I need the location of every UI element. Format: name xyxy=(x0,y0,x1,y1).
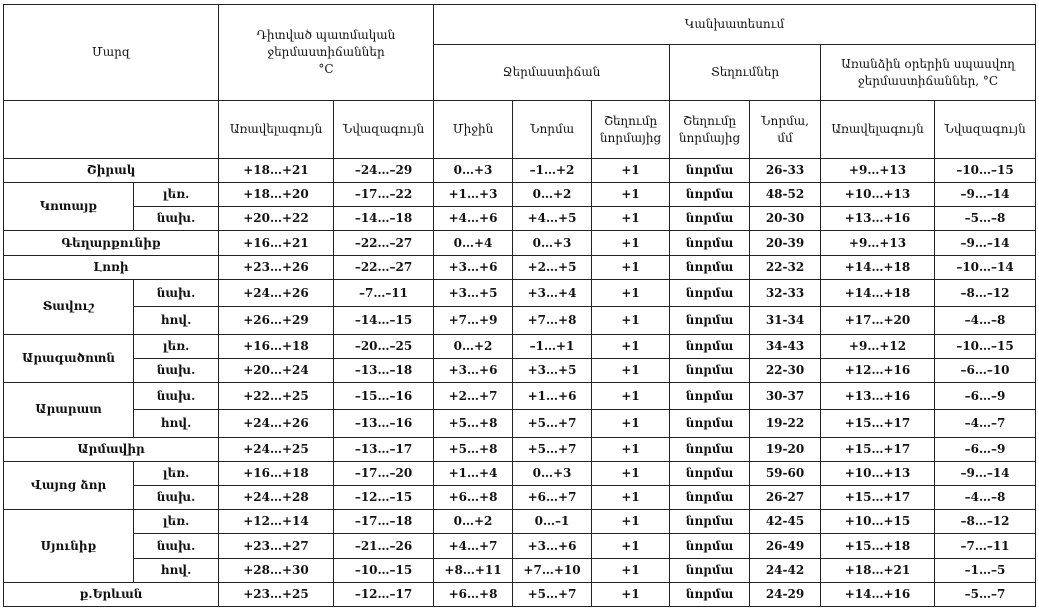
table-row xyxy=(4,510,1036,534)
col-day-min: Նվազագույն xyxy=(935,101,1036,159)
cell-obs-min: –14…–15 xyxy=(334,307,434,334)
cell-day-min: –6…–9 xyxy=(935,437,1036,461)
cell-norm: +2…+5 xyxy=(513,255,592,279)
subregion-cell: նախ. xyxy=(134,534,219,558)
cell-mean: +2…+7 xyxy=(434,382,513,409)
cell-norm: +3…+6 xyxy=(513,534,592,558)
cell-precip: նորմա xyxy=(670,231,750,255)
cell-dev: +1 xyxy=(592,582,670,606)
cell-obs-max: +24…+28 xyxy=(219,486,334,510)
table-row xyxy=(4,231,1036,255)
cell-precip: նորմա xyxy=(670,437,750,461)
cell-day-max: +10…+15 xyxy=(821,510,935,534)
subregion-cell: նախ. xyxy=(134,382,219,409)
cell-day-min: –9…–14 xyxy=(935,462,1036,486)
cell-precip: նորմա xyxy=(670,279,750,306)
cell-day-max: +13…+16 xyxy=(821,207,935,231)
cell-obs-max: +24…+25 xyxy=(219,437,334,461)
cell-day-min: –5…–8 xyxy=(935,207,1036,231)
cell-obs-max: +18…+21 xyxy=(219,159,334,183)
col-precip-dev: Շեղումը նորմայից xyxy=(670,101,750,159)
cell-precip-norm: 19-20 xyxy=(750,437,821,461)
cell-norm: +5…+7 xyxy=(513,410,592,437)
cell-precip-norm: 20-30 xyxy=(750,207,821,231)
table-row xyxy=(4,534,1036,558)
region-cell: Շիրակ xyxy=(4,159,219,183)
cell-dev: +1 xyxy=(592,231,670,255)
cell-dev: +1 xyxy=(592,207,670,231)
region-cell: Արարատ xyxy=(4,382,134,437)
cell-precip: նորմա xyxy=(670,334,750,358)
subregion-cell: լեռ. xyxy=(134,510,219,534)
cell-dev: +1 xyxy=(592,307,670,334)
cell-day-max: +14…+16 xyxy=(821,582,935,606)
cell-norm: +4…+5 xyxy=(513,207,592,231)
cell-precip-norm: 30-37 xyxy=(750,382,821,409)
cell-day-max: +12…+16 xyxy=(821,358,935,382)
subregion-cell: հով. xyxy=(134,558,219,582)
cell-dev: +1 xyxy=(592,159,670,183)
cell-precip: նորմա xyxy=(670,207,750,231)
cell-obs-max: +12…+14 xyxy=(219,510,334,534)
table-row xyxy=(4,382,1036,409)
cell-precip: նորմա xyxy=(670,410,750,437)
cell-day-min: –7…–11 xyxy=(935,534,1036,558)
cell-mean: +4…+6 xyxy=(434,207,513,231)
cell-obs-min: –22…–27 xyxy=(334,255,434,279)
cell-precip-norm: 26-27 xyxy=(750,486,821,510)
cell-precip: նորմա xyxy=(670,582,750,606)
cell-day-min: –4…–7 xyxy=(935,410,1036,437)
cell-day-min: –9…–14 xyxy=(935,183,1036,207)
subregion-cell: հով. xyxy=(134,410,219,437)
header-temperature: Ջերմաստիճան xyxy=(434,45,670,101)
cell-day-max: +14…+18 xyxy=(821,255,935,279)
cell-precip: նորմա xyxy=(670,558,750,582)
cell-norm: +6…+7 xyxy=(513,486,592,510)
cell-norm: 0…+3 xyxy=(513,462,592,486)
cell-obs-min: –13…–18 xyxy=(334,358,434,382)
cell-mean: +8…+11 xyxy=(434,558,513,582)
cell-precip-norm: 59-60 xyxy=(750,462,821,486)
region-cell: ք.Երևան xyxy=(4,582,219,606)
cell-mean: 0…+3 xyxy=(434,159,513,183)
cell-mean: +6…+8 xyxy=(434,486,513,510)
header-observed-title: Դիտված պատմական ջերմաստիճաններ xyxy=(256,28,396,59)
cell-obs-max: +28…+30 xyxy=(219,558,334,582)
cell-mean: +7…+9 xyxy=(434,307,513,334)
region-cell: Վայոց ձոր xyxy=(4,462,134,510)
table-row xyxy=(4,437,1036,461)
table-row xyxy=(4,307,1036,334)
cell-precip: նորմա xyxy=(670,382,750,409)
cell-dev: +1 xyxy=(592,183,670,207)
cell-precip-norm: 24-29 xyxy=(750,582,821,606)
cell-norm: +5…+7 xyxy=(513,582,592,606)
table-row xyxy=(4,486,1036,510)
cell-dev: +1 xyxy=(592,255,670,279)
cell-day-max: +10…+13 xyxy=(821,462,935,486)
forecast-body xyxy=(4,159,1036,607)
cell-precip: նորմա xyxy=(670,159,750,183)
table-row xyxy=(4,334,1036,358)
cell-precip: նորմա xyxy=(670,183,750,207)
cell-obs-min: –17…–22 xyxy=(334,183,434,207)
col-obs-min: Նվազագույն xyxy=(334,101,434,159)
cell-dev: +1 xyxy=(592,358,670,382)
region-cell: Սյունիք xyxy=(4,510,134,582)
subregion-cell: հով. xyxy=(134,307,219,334)
subregion-cell: նախ. xyxy=(134,486,219,510)
table-row xyxy=(4,462,1036,486)
cell-obs-max: +23…+25 xyxy=(219,582,334,606)
region-cell: Գեղարքունիք xyxy=(4,231,219,255)
cell-mean: +1…+4 xyxy=(434,462,513,486)
table-row xyxy=(4,183,1036,207)
cell-precip-norm: 34-43 xyxy=(750,334,821,358)
header-region: Մարզ xyxy=(4,5,219,101)
table-row xyxy=(4,558,1036,582)
cell-day-min: –5…–7 xyxy=(935,582,1036,606)
forecast-table xyxy=(3,4,1036,607)
cell-dev: +1 xyxy=(592,382,670,409)
cell-dev: +1 xyxy=(592,279,670,306)
cell-dev: +1 xyxy=(592,558,670,582)
cell-precip-norm: 24-42 xyxy=(750,558,821,582)
cell-mean: +3…+5 xyxy=(434,279,513,306)
cell-obs-min: –17…–18 xyxy=(334,510,434,534)
cell-obs-min: –14…–18 xyxy=(334,207,434,231)
cell-obs-min: –20…–25 xyxy=(334,334,434,358)
cell-obs-min: –13…–17 xyxy=(334,437,434,461)
cell-dev: +1 xyxy=(592,486,670,510)
table-row xyxy=(4,255,1036,279)
cell-precip: նորմա xyxy=(670,534,750,558)
cell-day-max: +15…+17 xyxy=(821,410,935,437)
cell-obs-max: +16…+18 xyxy=(219,334,334,358)
cell-obs-min: –17…–20 xyxy=(334,462,434,486)
cell-precip-norm: 31-34 xyxy=(750,307,821,334)
col-precip-norm: Նորմա, մմ xyxy=(750,101,821,159)
cell-day-max: +17…+20 xyxy=(821,307,935,334)
cell-obs-max: +24…+26 xyxy=(219,410,334,437)
header-observed xyxy=(219,5,434,101)
table-row xyxy=(4,582,1036,606)
cell-mean: 0…+2 xyxy=(434,510,513,534)
cell-obs-max: +23…+26 xyxy=(219,255,334,279)
cell-dev: +1 xyxy=(592,510,670,534)
cell-mean: +6…+8 xyxy=(434,582,513,606)
cell-obs-min: –7…–11 xyxy=(334,279,434,306)
col-mean: Միջին xyxy=(434,101,513,159)
cell-norm: +7…+10 xyxy=(513,558,592,582)
cell-obs-min: –12…–15 xyxy=(334,486,434,510)
cell-day-max: +15…+17 xyxy=(821,437,935,461)
cell-obs-max: +22…+25 xyxy=(219,382,334,409)
header-forecast: Կանխատեսում xyxy=(434,5,1036,45)
cell-precip: նորմա xyxy=(670,510,750,534)
cell-day-min: –10…–14 xyxy=(935,255,1036,279)
cell-dev: +1 xyxy=(592,534,670,558)
cell-obs-min: –15…–16 xyxy=(334,382,434,409)
subregion-cell: նախ. xyxy=(134,207,219,231)
cell-precip-norm: 48-52 xyxy=(750,183,821,207)
cell-mean: 0…+4 xyxy=(434,231,513,255)
cell-day-max: +9…+13 xyxy=(821,159,935,183)
cell-day-max: +13…+16 xyxy=(821,382,935,409)
cell-mean: +5…+8 xyxy=(434,437,513,461)
col-day-max: Առավելագույն xyxy=(821,101,935,159)
cell-day-min: –4…–8 xyxy=(935,486,1036,510)
subregion-cell: լեռ. xyxy=(134,183,219,207)
table-row xyxy=(4,159,1036,183)
cell-obs-max: +18…+20 xyxy=(219,183,334,207)
cell-obs-max: +24…+26 xyxy=(219,279,334,306)
subregion-cell: լեռ. xyxy=(134,462,219,486)
cell-day-min: –4…–8 xyxy=(935,307,1036,334)
cell-mean: +5…+8 xyxy=(434,410,513,437)
cell-norm: +3…+4 xyxy=(513,279,592,306)
cell-precip: նորմա xyxy=(670,307,750,334)
subregion-cell: նախ. xyxy=(134,358,219,382)
cell-dev: +1 xyxy=(592,437,670,461)
region-cell: Լոռի xyxy=(4,255,219,279)
cell-day-min: –10…–15 xyxy=(935,334,1036,358)
region-cell: Կոտայք xyxy=(4,183,134,231)
cell-obs-max: +16…+18 xyxy=(219,462,334,486)
cell-precip-norm: 22-30 xyxy=(750,358,821,382)
cell-mean: 0…+2 xyxy=(434,334,513,358)
cell-day-max: +15…+18 xyxy=(821,534,935,558)
cell-precip: նորմա xyxy=(670,462,750,486)
cell-obs-min: –24…–29 xyxy=(334,159,434,183)
cell-norm: –1…+2 xyxy=(513,159,592,183)
table-row xyxy=(4,410,1036,437)
cell-precip-norm: 42-45 xyxy=(750,510,821,534)
cell-day-max: +9…+12 xyxy=(821,334,935,358)
cell-norm: 0…+2 xyxy=(513,183,592,207)
cell-obs-max: +16…+21 xyxy=(219,231,334,255)
cell-obs-max: +26…+29 xyxy=(219,307,334,334)
cell-obs-max: +23…+27 xyxy=(219,534,334,558)
cell-day-max: +14…+18 xyxy=(821,279,935,306)
table-row xyxy=(4,279,1036,306)
region-cell: Արագածոտն xyxy=(4,334,134,382)
cell-obs-min: –22…–27 xyxy=(334,231,434,255)
cell-day-min: –6…–9 xyxy=(935,382,1036,409)
cell-dev: +1 xyxy=(592,410,670,437)
header-observed-unit: °C xyxy=(318,62,334,76)
cell-precip-norm: 26-33 xyxy=(750,159,821,183)
cell-precip-norm: 26-49 xyxy=(750,534,821,558)
col-dev: Շեղումը նորմայից xyxy=(592,101,670,159)
cell-day-max: +18…+21 xyxy=(821,558,935,582)
cell-day-min: –1…–5 xyxy=(935,558,1036,582)
subregion-cell: լեռ. xyxy=(134,334,219,358)
region-cell: Տավուշ xyxy=(4,279,134,334)
cell-obs-min: –12…–17 xyxy=(334,582,434,606)
cell-norm: –1…+1 xyxy=(513,334,592,358)
cell-day-min: –6…–10 xyxy=(935,358,1036,382)
cell-day-max: +15…+17 xyxy=(821,486,935,510)
cell-precip: նորմա xyxy=(670,255,750,279)
cell-precip-norm: 22-32 xyxy=(750,255,821,279)
cell-precip-norm: 20-39 xyxy=(750,231,821,255)
cell-norm: +3…+5 xyxy=(513,358,592,382)
cell-norm: 0…+3 xyxy=(513,231,592,255)
cell-precip: նորմա xyxy=(670,358,750,382)
cell-precip-norm: 32-33 xyxy=(750,279,821,306)
cell-day-min: –8…–12 xyxy=(935,279,1036,306)
cell-norm: +7…+8 xyxy=(513,307,592,334)
header-some-days: Առանձին օրերին սպասվող ջերմաստիճաններ, °C xyxy=(821,45,1036,101)
cell-obs-max: +20…+22 xyxy=(219,207,334,231)
cell-mean: +3…+6 xyxy=(434,358,513,382)
cell-mean: +1…+3 xyxy=(434,183,513,207)
cell-norm: +1…+6 xyxy=(513,382,592,409)
table-row xyxy=(4,207,1036,231)
cell-day-max: +9…+13 xyxy=(821,231,935,255)
cell-precip: նորմա xyxy=(670,486,750,510)
cell-obs-min: –10…–15 xyxy=(334,558,434,582)
header-region-filler xyxy=(4,101,219,159)
cell-obs-min: –13…–16 xyxy=(334,410,434,437)
cell-day-min: –8…–12 xyxy=(935,510,1036,534)
cell-mean: +3…+6 xyxy=(434,255,513,279)
cell-dev: +1 xyxy=(592,334,670,358)
cell-mean: +4…+7 xyxy=(434,534,513,558)
cell-norm: +5…+7 xyxy=(513,437,592,461)
table-row xyxy=(4,358,1036,382)
cell-obs-max: +20…+24 xyxy=(219,358,334,382)
cell-day-max: +10…+13 xyxy=(821,183,935,207)
cell-day-min: –9…–14 xyxy=(935,231,1036,255)
cell-dev: +1 xyxy=(592,462,670,486)
cell-obs-min: –21…–26 xyxy=(334,534,434,558)
cell-precip-norm: 19-22 xyxy=(750,410,821,437)
cell-day-min: –10…–15 xyxy=(935,159,1036,183)
subregion-cell: նախ. xyxy=(134,279,219,306)
col-norm: Նորմա xyxy=(513,101,592,159)
col-obs-max: Առավելագույն xyxy=(219,101,334,159)
region-cell: Արմավիր xyxy=(4,437,219,461)
header-precipitation: Տեղումներ xyxy=(670,45,821,101)
cell-norm: 0…–1 xyxy=(513,510,592,534)
